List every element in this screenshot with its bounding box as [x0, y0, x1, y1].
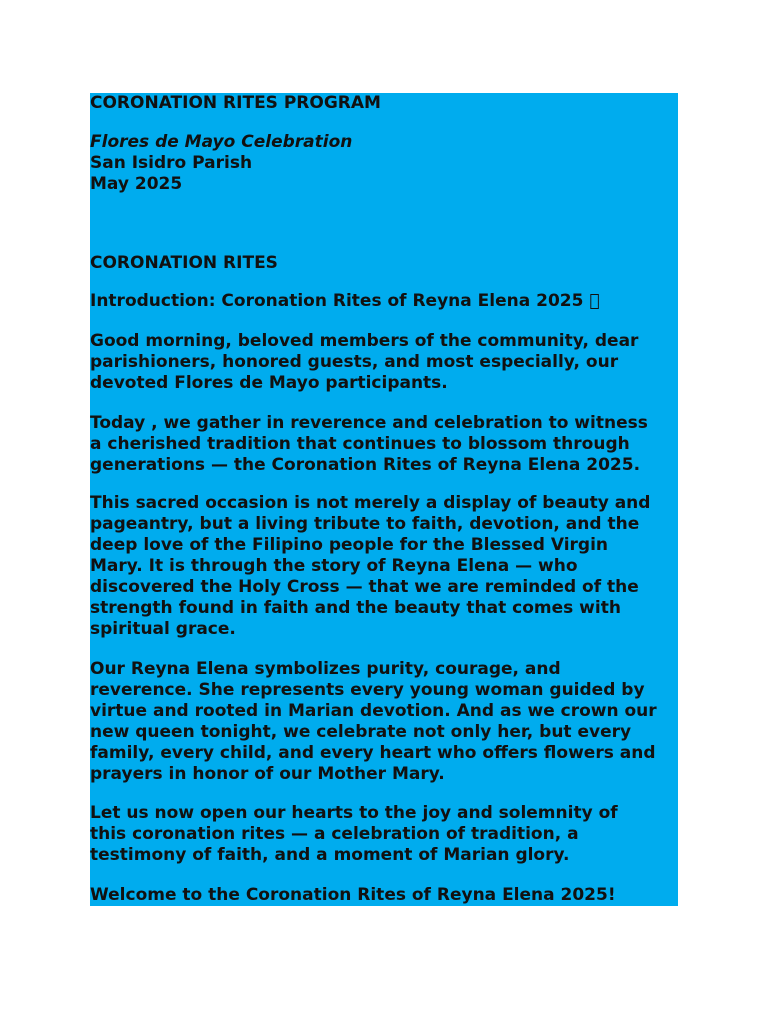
- paragraph-reyna-elena: Our Reyna Elena symbolizes purity, courage, and reverence. She represents every young woman guided by virtue and rooted in Marian devotion. And as we crown our new queen tonight, we celebrate not only her, but every family, every child, and every heart who offers flowers and prayers in honor of our Mother Mary.: [90, 659, 657, 784]
- paragraph-open-hearts: Let us now open our hearts to the joy and solemnity of this coronation rites — a celebration of tradition, a testimony of faith, and a moment of Marian glory.: [90, 803, 618, 865]
- section-heading: CORONATION RITES: [90, 253, 278, 273]
- event-name: Flores de Mayo Celebration: [90, 132, 353, 152]
- document-page: [90, 93, 678, 906]
- program-title: CORONATION RITES PROGRAM: [90, 93, 381, 113]
- intro-heading: Introduction: Coronation Rites of Reyna Elena 2025  : [90, 291, 600, 311]
- parish-name: San Isidro Parish: [90, 153, 253, 173]
- paragraph-gathering: Today , we gather in reverence and celebration to witness a cherished tradition that continues to blossom through generations — the Coronation Rites of Reyna Elena 2025.: [90, 413, 648, 475]
- event-date: May 2025: [90, 174, 183, 194]
- paragraph-sacred-occasion: This sacred occasion is not merely a display of beauty and pageantry, but a living tribute to faith, devotion, and the deep love of the Filipino people for the Blessed Virgin Mary. It is through the story of Reyna Elena — who discovered the Holy Cross — that we are reminded of the strength found in faith and the beauty that comes with spiritual grace.: [90, 493, 651, 639]
- closing-line: Welcome to the Coronation Rites of Reyna Elena 2025!: [90, 885, 616, 905]
- paragraph-greeting: Good morning, beloved members of the community, dear parishioners, honored guests, and most especially, our devoted Flores de Mayo participants.: [90, 331, 639, 393]
